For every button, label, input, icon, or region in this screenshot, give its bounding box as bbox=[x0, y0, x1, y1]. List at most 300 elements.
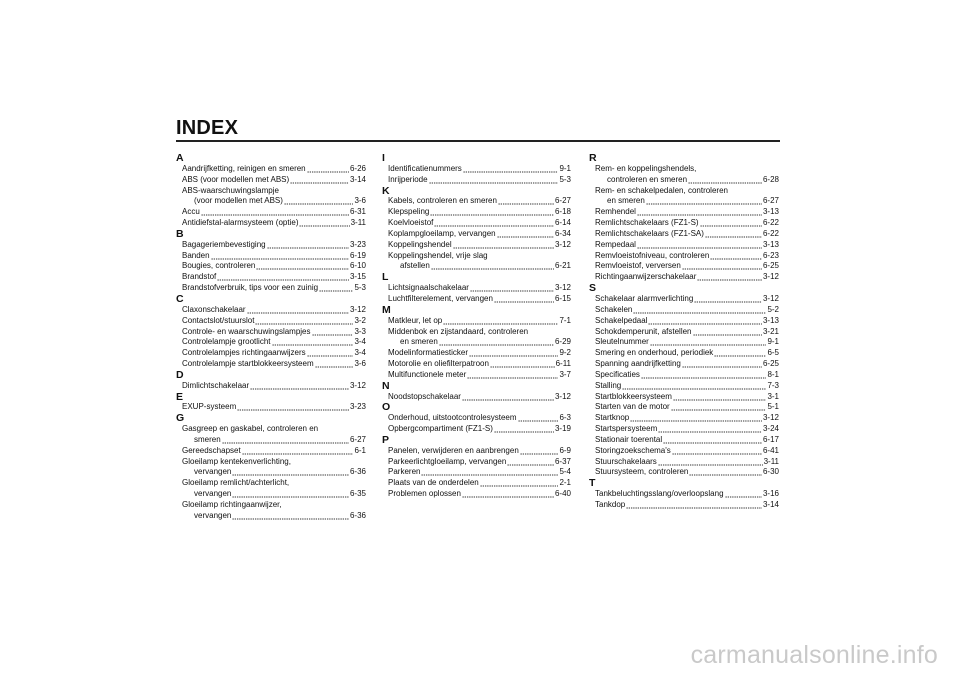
dot-leader bbox=[315, 359, 354, 370]
dot-leader bbox=[507, 457, 554, 468]
dot-leader bbox=[710, 251, 762, 262]
index-entry bbox=[382, 251, 571, 273]
dot-leader bbox=[467, 370, 558, 381]
index-entry bbox=[589, 261, 779, 272]
index-entry-text: Gloeilamp remlicht/achterlicht, bbox=[182, 478, 290, 488]
index-column-2 bbox=[382, 153, 571, 500]
index-entry bbox=[382, 207, 571, 218]
index-entry-text: Modelinformatiesticker bbox=[388, 348, 469, 358]
index-letter-a: A bbox=[176, 152, 184, 164]
index-page-number: 3-14 bbox=[762, 500, 779, 509]
index-page-number: 3-3 bbox=[354, 326, 366, 336]
index-entry-text: Schokdemperunit, afstellen bbox=[595, 326, 692, 336]
dot-leader bbox=[232, 511, 349, 522]
dot-leader bbox=[697, 272, 762, 283]
index-page-number: 7-3 bbox=[767, 380, 779, 390]
index-entry bbox=[176, 272, 366, 283]
index-page-number: 6-36 bbox=[349, 510, 366, 520]
index-entry-text: Bougies, controleren bbox=[182, 261, 256, 271]
index-page-number: 6-35 bbox=[349, 489, 366, 499]
index-page-number: 3-6 bbox=[354, 359, 366, 369]
index-entry bbox=[589, 240, 779, 251]
index-entry bbox=[382, 413, 571, 424]
dot-leader bbox=[673, 392, 767, 403]
index-entry bbox=[176, 164, 366, 175]
dot-leader bbox=[272, 337, 354, 348]
index-page-number: 3-14 bbox=[349, 174, 366, 184]
index-letter-l: L bbox=[382, 271, 389, 284]
dot-leader bbox=[267, 240, 349, 251]
index-entry-text: Banden bbox=[182, 250, 210, 260]
index-entry-text: Lichtsignaalschakelaar bbox=[388, 283, 469, 293]
index-entry-text: vervangen bbox=[194, 510, 232, 520]
index-page-number: 6-27 bbox=[349, 434, 366, 444]
index-letter-s: S bbox=[589, 282, 597, 295]
index-page-number: 3-2 bbox=[354, 315, 366, 325]
index-page-number: 3-12 bbox=[762, 413, 779, 423]
dot-leader bbox=[463, 164, 559, 175]
index-page-number: 6-9 bbox=[559, 445, 571, 455]
dot-leader bbox=[429, 175, 559, 186]
dot-leader bbox=[641, 370, 767, 381]
index-page-number: 3-1 bbox=[767, 391, 779, 401]
dot-leader bbox=[646, 196, 762, 207]
index-page-number: 3-12 bbox=[554, 283, 571, 293]
index-entry bbox=[589, 413, 779, 424]
index-entry bbox=[176, 283, 366, 294]
index-entry-text: Controlelampje startblokkeersysteem bbox=[182, 359, 314, 369]
index-page-number: 6-15 bbox=[554, 293, 571, 303]
index-entry-text: Aandrijfketting, reinigen en smeren bbox=[182, 163, 306, 173]
index-entry-text: Rem- en schakelpedalen, controleren bbox=[595, 185, 728, 195]
index-letter-r: R bbox=[589, 152, 597, 164]
dot-leader bbox=[494, 424, 554, 435]
index-page-number: 6-28 bbox=[762, 174, 779, 184]
dot-leader bbox=[439, 337, 554, 348]
dot-leader bbox=[462, 392, 554, 403]
index-entry-text: Inrijperiode bbox=[388, 174, 428, 184]
index-entry-text: en smeren bbox=[400, 337, 438, 347]
index-entry bbox=[589, 489, 779, 500]
index-entry bbox=[589, 337, 779, 348]
dot-leader bbox=[290, 175, 349, 186]
index-page-number: 6-14 bbox=[554, 218, 571, 228]
index-entry bbox=[589, 392, 779, 403]
index-letter-c: C bbox=[176, 292, 184, 305]
index-entry-text: Rempedaal bbox=[595, 239, 636, 249]
index-entry bbox=[382, 175, 571, 186]
index-entry-text: Antidiefstal-alarmsysteem (optie) bbox=[182, 218, 299, 228]
index-entry-text: Storingzoekschema's bbox=[595, 445, 671, 455]
index-page-number: 3-19 bbox=[554, 424, 571, 434]
index-entry-text: Koppelingshendel, vrije slag bbox=[388, 250, 488, 260]
index-page-number: 6-26 bbox=[349, 163, 366, 173]
index-entry-text: Matkleur, let op bbox=[388, 315, 443, 325]
index-entry-text: Parkeerlichtgloeilamp, vervangen bbox=[388, 456, 507, 466]
index-entry bbox=[176, 316, 366, 327]
index-page-number: 3-6 bbox=[354, 196, 366, 206]
index-entry-text: ABS (voor modellen met ABS) bbox=[182, 174, 290, 184]
dot-leader bbox=[682, 359, 762, 370]
index-column-3 bbox=[589, 153, 779, 511]
dot-leader bbox=[626, 500, 762, 511]
dot-leader bbox=[490, 359, 555, 370]
dot-leader bbox=[307, 348, 354, 359]
index-entry bbox=[176, 446, 366, 457]
index-entry-text: ABS-waarschuwingslampje bbox=[182, 185, 279, 195]
index-entry-text: Contactslot/stuurslot bbox=[182, 315, 255, 325]
dot-leader bbox=[630, 413, 762, 424]
index-page-number: 6-25 bbox=[762, 359, 779, 369]
index-letter-i: I bbox=[382, 152, 385, 164]
index-entry bbox=[589, 457, 779, 468]
index-page-number: 5-4 bbox=[559, 467, 571, 477]
dot-leader bbox=[255, 316, 353, 327]
index-entry bbox=[176, 305, 366, 316]
index-entry-text: Noodstopschakelaar bbox=[388, 391, 461, 401]
index-entry-text: en smeren bbox=[607, 196, 645, 206]
dot-leader bbox=[648, 316, 762, 327]
index-entry bbox=[176, 402, 366, 413]
dot-leader bbox=[232, 489, 349, 500]
index-entry bbox=[176, 218, 366, 229]
index-entry-text: Spanning aandrijfketting bbox=[595, 359, 681, 369]
index-entry bbox=[176, 251, 366, 262]
index-letter-m: M bbox=[382, 303, 391, 316]
index-entry bbox=[176, 186, 366, 208]
index-page-number: 3-7 bbox=[559, 369, 571, 379]
index-entry-text: Kabels, controleren en smeren bbox=[388, 196, 497, 206]
dot-leader bbox=[689, 467, 762, 478]
title-rule bbox=[176, 140, 780, 142]
index-page-number: 3-13 bbox=[762, 207, 779, 217]
dot-leader bbox=[518, 413, 559, 424]
index-entry bbox=[382, 218, 571, 229]
dot-leader bbox=[497, 229, 554, 240]
index-letter-e: E bbox=[176, 390, 184, 403]
dot-leader bbox=[725, 489, 762, 500]
index-entry bbox=[176, 327, 366, 338]
index-entry-text: Bagageriembevestiging bbox=[182, 239, 266, 249]
index-entry-text: Panelen, verwijderen en aanbrengen bbox=[388, 445, 519, 455]
dot-leader bbox=[307, 164, 349, 175]
index-page-number: 7-1 bbox=[559, 315, 571, 325]
index-page-number: 3-12 bbox=[762, 293, 779, 303]
dot-leader bbox=[714, 348, 766, 359]
index-entry-text: Controle- en waarschuwingslampjes bbox=[182, 326, 311, 336]
index-entry-text: Onderhoud, uitstootcontrolesysteem bbox=[388, 413, 517, 423]
dot-leader bbox=[470, 283, 554, 294]
index-entry bbox=[382, 316, 571, 327]
dot-leader bbox=[682, 261, 762, 272]
dot-leader bbox=[622, 381, 766, 392]
index-entry-text: Parkeren bbox=[388, 467, 421, 477]
index-entry-text: Motorolie en oliefilterpatroon bbox=[388, 359, 489, 369]
dot-leader bbox=[658, 424, 762, 435]
dot-leader bbox=[637, 240, 762, 251]
index-entry bbox=[382, 294, 571, 305]
index-page-number: 6-21 bbox=[554, 261, 571, 271]
dot-leader bbox=[494, 294, 554, 305]
index-entry-text: Stuursysteem, controleren bbox=[595, 467, 689, 477]
index-entry bbox=[589, 164, 779, 186]
dot-leader bbox=[637, 207, 762, 218]
index-page-number: 5-3 bbox=[354, 283, 366, 293]
index-entry-text: Multifunctionele meter bbox=[388, 369, 467, 379]
index-page-number: 3-12 bbox=[349, 380, 366, 390]
index-entry-text: Brandstof bbox=[182, 272, 217, 282]
dot-leader bbox=[421, 467, 558, 478]
index-entry-text: Middenbok en zijstandaard, controleren bbox=[388, 326, 529, 336]
index-entry bbox=[176, 207, 366, 218]
watermark: carmanualsonline.info bbox=[690, 641, 938, 669]
index-page-number: 6-3 bbox=[559, 413, 571, 423]
index-page-number: 6-1 bbox=[354, 445, 366, 455]
index-entry bbox=[382, 283, 571, 294]
index-entry-text: Specificaties bbox=[595, 369, 640, 379]
dot-leader bbox=[247, 305, 349, 316]
index-entry bbox=[176, 478, 366, 500]
index-letter-g: G bbox=[176, 412, 185, 425]
index-entry-text: Klepspeling bbox=[388, 207, 430, 217]
index-entry bbox=[176, 175, 366, 186]
index-page-number: 3-11 bbox=[350, 218, 366, 228]
index-entry-text: Startknop bbox=[595, 413, 630, 423]
index-page-number: 3-12 bbox=[762, 272, 779, 282]
dot-leader bbox=[480, 478, 559, 489]
index-entry bbox=[382, 348, 571, 359]
index-entry-text: (voor modellen met ABS) bbox=[194, 196, 283, 206]
dot-leader bbox=[469, 348, 558, 359]
index-entry bbox=[382, 478, 571, 489]
index-entry-text: Koplampgloeilamp, vervangen bbox=[388, 228, 496, 238]
index-letter-d: D bbox=[176, 368, 184, 381]
index-letter-b: B bbox=[176, 227, 184, 240]
index-entry-text: Schakelaar alarmverlichting bbox=[595, 293, 694, 303]
dot-leader bbox=[256, 261, 349, 272]
index-entry-text: Opbergcompartiment (FZ1-S) bbox=[388, 424, 493, 434]
index-entry bbox=[589, 381, 779, 392]
index-entry-text: Koelvloeistof bbox=[388, 218, 434, 228]
index-entry bbox=[176, 381, 366, 392]
index-page-number: 3-12 bbox=[554, 391, 571, 401]
dot-leader bbox=[443, 316, 558, 327]
index-entry-text: Remhendel bbox=[595, 207, 636, 217]
index-page-number: 6-19 bbox=[349, 250, 366, 260]
index-entry-text: Startblokkeersysteem bbox=[595, 391, 672, 401]
index-entry-text: Stationair toerental bbox=[595, 434, 663, 444]
index-entry-text: Claxonschakelaar bbox=[182, 304, 246, 314]
index-entry-text: Schakelen bbox=[595, 304, 633, 314]
index-page-number: 9-1 bbox=[767, 337, 779, 347]
index-entry bbox=[589, 218, 779, 229]
index-column-1 bbox=[176, 153, 366, 522]
index-entry bbox=[589, 186, 779, 208]
index-letter-k: K bbox=[382, 184, 390, 197]
index-entry-text: Controlelampjes richtingaanwijzers bbox=[182, 348, 306, 358]
index-entry-text: Tankdop bbox=[595, 500, 626, 509]
index-entry bbox=[589, 359, 779, 370]
index-page-number: 9-2 bbox=[559, 348, 571, 358]
index-entry bbox=[589, 402, 779, 413]
index-page-number: 3-15 bbox=[349, 272, 366, 282]
dot-leader bbox=[299, 218, 349, 229]
index-entry-text: Remvloeistofniveau, controleren bbox=[595, 250, 710, 260]
index-page-number: 8-1 bbox=[767, 369, 779, 379]
dot-leader bbox=[217, 272, 349, 283]
dot-leader bbox=[430, 207, 554, 218]
index-entry bbox=[176, 424, 366, 446]
dot-leader bbox=[498, 196, 554, 207]
dot-leader bbox=[211, 251, 349, 262]
index-entry bbox=[382, 467, 571, 478]
index-entry-text: Stalling bbox=[595, 380, 622, 390]
index-entry-text: Luchtfilterelement, vervangen bbox=[388, 293, 493, 303]
index-page-number: 3-11 bbox=[763, 456, 779, 466]
index-entry bbox=[589, 305, 779, 316]
index-entry bbox=[589, 500, 779, 511]
dot-leader bbox=[453, 240, 554, 251]
index-entry-text: vervangen bbox=[194, 467, 232, 477]
index-entry bbox=[589, 229, 779, 240]
index-page-number: 3-21 bbox=[762, 326, 779, 336]
dot-leader bbox=[312, 327, 354, 338]
index-page-number: 3-12 bbox=[349, 304, 366, 314]
index-entry-text: Controlelampje grootlicht bbox=[182, 337, 271, 347]
index-entry-text: vervangen bbox=[194, 489, 232, 499]
index-page-number: 3-4 bbox=[354, 337, 366, 347]
index-entry bbox=[589, 272, 779, 283]
index-page-number: 3-4 bbox=[354, 348, 366, 358]
dot-leader bbox=[663, 435, 762, 446]
index-page-number: 6-11 bbox=[555, 359, 571, 369]
index-entry bbox=[382, 370, 571, 381]
dot-leader bbox=[688, 175, 762, 186]
index-entry-text: smeren bbox=[194, 434, 221, 444]
index-entry bbox=[589, 327, 779, 338]
index-page-number: 3-13 bbox=[762, 315, 779, 325]
index-page-number: 6-18 bbox=[554, 207, 571, 217]
index-page-number: 6-23 bbox=[762, 250, 779, 260]
index-entry bbox=[382, 196, 571, 207]
index-letter-o: O bbox=[382, 401, 391, 414]
dot-leader bbox=[520, 446, 559, 457]
index-entry-text: Identificatienummers bbox=[388, 163, 462, 173]
index-entry-text: Koppelingshendel bbox=[388, 239, 452, 249]
index-page-number: 3-16 bbox=[762, 489, 779, 499]
index-entry-text: EXUP-systeem bbox=[182, 402, 237, 412]
dot-leader bbox=[201, 207, 349, 218]
index-entry-text: Gasgreep en gaskabel, controleren en bbox=[182, 424, 319, 434]
index-entry-text: Remlichtschakelaars (FZ1-S) bbox=[595, 218, 699, 228]
index-page-number: 6-22 bbox=[762, 228, 779, 238]
index-entry-text: Problemen oplossen bbox=[388, 489, 461, 499]
dot-leader bbox=[434, 218, 554, 229]
index-entry-text: Gloeilamp kentekenverlichting, bbox=[182, 456, 291, 466]
index-page-number: 9-1 bbox=[559, 163, 571, 173]
index-entry bbox=[589, 467, 779, 478]
index-entry-text: Gloeilamp richtingaanwijzer, bbox=[182, 500, 282, 509]
index-page-number: 6-10 bbox=[349, 261, 366, 271]
index-entry bbox=[589, 207, 779, 218]
index-page-number: 3-13 bbox=[762, 239, 779, 249]
index-page-number: 6-27 bbox=[762, 196, 779, 206]
index-entry bbox=[382, 240, 571, 251]
index-entry-text: controleren en smeren bbox=[607, 174, 688, 184]
dot-leader bbox=[693, 327, 762, 338]
index-entry bbox=[589, 348, 779, 359]
index-entry-text: Smering en onderhoud, periodiek bbox=[595, 348, 714, 358]
index-entry-text: Gereedschapset bbox=[182, 445, 241, 455]
index-page-number: 3-24 bbox=[762, 424, 779, 434]
index-entry bbox=[589, 370, 779, 381]
dot-leader bbox=[250, 381, 349, 392]
index-entry bbox=[176, 348, 366, 359]
index-entry-text: Remvloeistof, verversen bbox=[595, 261, 681, 271]
dot-leader bbox=[633, 305, 766, 316]
index-entry bbox=[176, 337, 366, 348]
index-entry-text: Rem- en koppelingshendels, bbox=[595, 163, 697, 173]
dot-leader bbox=[462, 489, 554, 500]
index-entry-text: Richtingaanwijzerschakelaar bbox=[595, 272, 697, 282]
page-title: INDEX bbox=[176, 117, 239, 139]
index-entry bbox=[176, 457, 366, 479]
index-page-number: 2-1 bbox=[559, 478, 571, 488]
dot-leader bbox=[671, 402, 767, 413]
index-page-number: 6-27 bbox=[554, 196, 571, 206]
index-letter-n: N bbox=[382, 379, 390, 392]
dot-leader bbox=[700, 218, 762, 229]
dot-leader bbox=[705, 229, 762, 240]
dot-leader bbox=[694, 294, 762, 305]
index-page-number: 6-40 bbox=[554, 489, 571, 499]
dot-leader bbox=[242, 446, 354, 457]
index-page-number: 6-22 bbox=[762, 218, 779, 228]
index-page-number: 6-31 bbox=[349, 207, 366, 217]
dot-leader bbox=[319, 283, 353, 294]
index-page-number: 6-17 bbox=[762, 434, 779, 444]
dot-leader bbox=[650, 337, 767, 348]
index-page-number: 6-30 bbox=[762, 467, 779, 477]
index-entry-text: Dimlichtschakelaar bbox=[182, 380, 250, 390]
index-entry-text: Accu bbox=[182, 207, 200, 217]
index-entry bbox=[176, 261, 366, 272]
index-letter-t: T bbox=[589, 477, 596, 490]
index-page-number: 5-2 bbox=[767, 304, 779, 314]
index-entry bbox=[382, 327, 571, 349]
index-page-number: 5-1 bbox=[767, 402, 779, 412]
index-page-number: 6-36 bbox=[349, 467, 366, 477]
index-entry-text: Tankbeluchtingsslang/overloopslang bbox=[595, 489, 724, 499]
index-entry-text: Remlichtschakelaars (FZ1-SA) bbox=[595, 228, 704, 238]
index-entry bbox=[382, 489, 571, 500]
index-letter-p: P bbox=[382, 433, 390, 446]
index-entry bbox=[382, 424, 571, 435]
index-entry bbox=[589, 294, 779, 305]
index-page-number: 6-34 bbox=[554, 228, 571, 238]
index-entry bbox=[382, 229, 571, 240]
index-entry bbox=[589, 251, 779, 262]
index-page-number: 3-12 bbox=[554, 239, 571, 249]
index-entry bbox=[382, 446, 571, 457]
index-page-number: 6-25 bbox=[762, 261, 779, 271]
dot-leader bbox=[658, 457, 763, 468]
index-entry-text: afstellen bbox=[400, 261, 430, 271]
dot-leader bbox=[672, 446, 762, 457]
index-page-number: 5-3 bbox=[559, 174, 571, 184]
index-entry bbox=[589, 316, 779, 327]
index-entry-text: Startspersysteem bbox=[595, 424, 658, 434]
